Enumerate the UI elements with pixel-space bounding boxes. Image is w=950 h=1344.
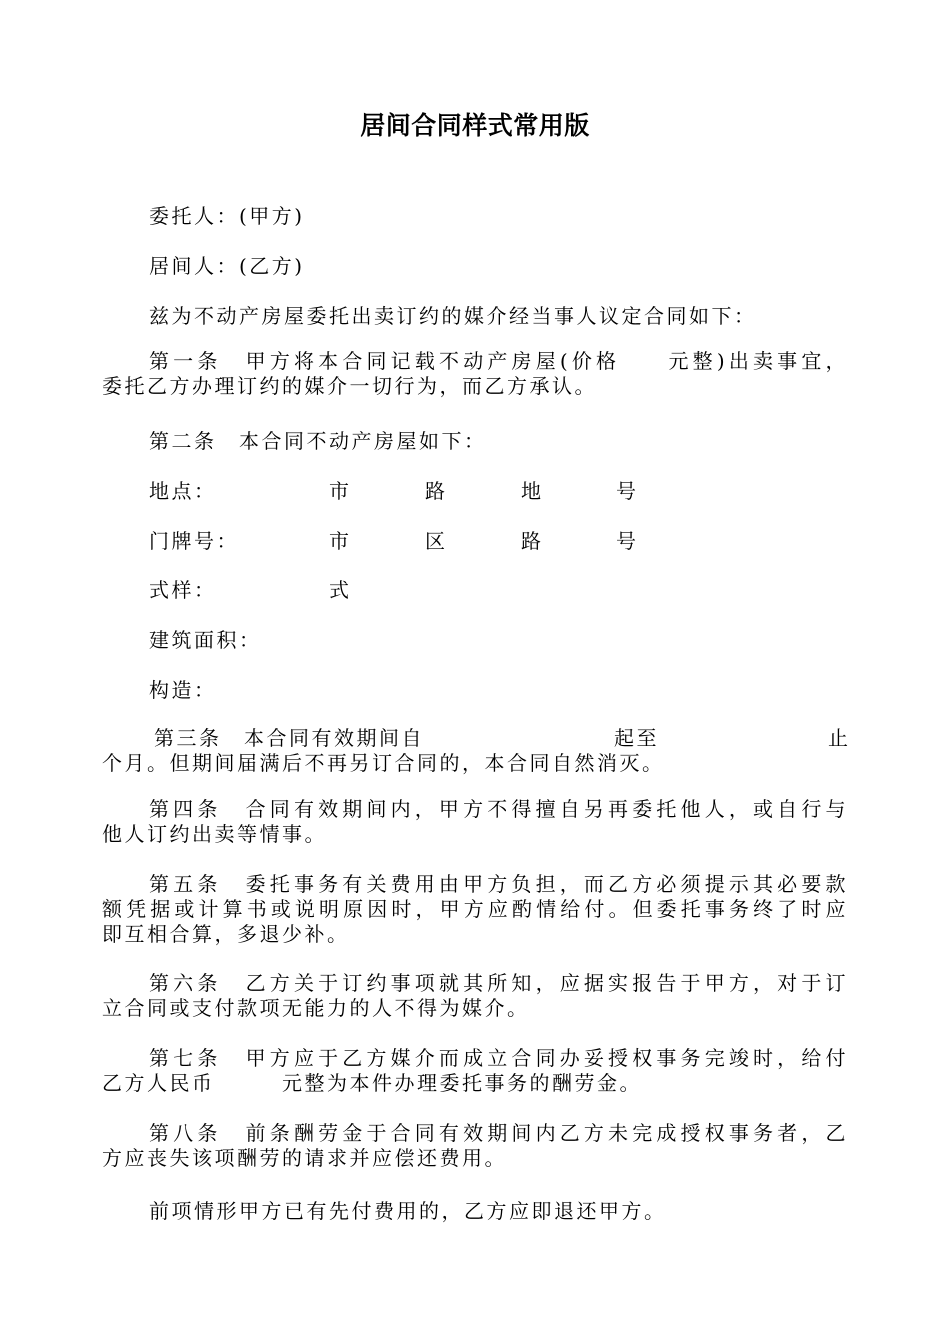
article-7-line-2: 乙方人民币 元整为本件办理委托事务的酬劳金。	[102, 1071, 642, 1095]
doorplate-district: 区	[425, 529, 448, 553]
article-4	[102, 797, 848, 847]
article-5-line-2: 额凭据或计算书或说明原因时，甲方应酌情给付。但委托事务终了时应	[102, 897, 848, 921]
article-7-line-1: 第七条 甲方应于乙方媒介而成立合同办妥授权事务完竣时，给付	[149, 1046, 848, 1070]
article-3-line-2: 个月。但期间届满后不再另订合同的，本合同自然消灭。	[102, 751, 665, 775]
doorplate-city: 市	[329, 529, 352, 553]
article-6-line-2: 立合同或支付款项无能力的人不得为媒介。	[102, 996, 530, 1020]
style-value: 式	[329, 578, 352, 602]
location-road: 路	[425, 479, 448, 503]
article-5-line-3: 即互相合算，多退少补。	[102, 922, 350, 946]
article-3-part-b: 起至	[614, 726, 659, 750]
article-4-line-1: 第四条 合同有效期间内，甲方不得擅自另再委托他人，或自行与	[149, 797, 848, 821]
article-8	[102, 1121, 848, 1171]
article-8-line-2: 方应丧失该项酬劳的请求并应偿还费用。	[102, 1146, 507, 1170]
article-1-line-2: 委托乙方办理订约的媒介一切行为，而乙方承认。	[102, 374, 597, 398]
document-title: 居间合同样式常用版	[360, 111, 590, 140]
doorplate-number: 号	[616, 529, 639, 553]
location-label: 地点：	[149, 479, 217, 503]
location-city: 市	[329, 479, 352, 503]
closing-line: 前项情形甲方已有先付费用的，乙方应即退还甲方。	[149, 1199, 667, 1223]
intro-line: 兹为不动产房屋委托出卖订约的媒介经当事人议定合同如下：	[149, 304, 757, 328]
article-6-line-1: 第六条 乙方关于订约事项就其所知，应据实报告于甲方，对于订	[149, 971, 848, 995]
client-line: 委托人：(甲方)	[149, 204, 305, 228]
article-3-part-a: 第三条 本合同有效期间自	[154, 726, 424, 750]
article-5	[102, 872, 848, 947]
article-1-line-1: 第一条 甲方将本合同记载不动产房屋(价格 元整)出卖事宜，	[149, 349, 848, 373]
area-label: 建筑面积：	[149, 628, 262, 652]
style-label: 式样：	[149, 578, 217, 602]
doorplate-road: 路	[521, 529, 544, 553]
article-7	[102, 1046, 848, 1096]
article-3-part-c: 止	[828, 726, 851, 750]
doorplate-label: 门牌号：	[149, 529, 239, 553]
broker-line: 居间人：(乙方)	[149, 254, 305, 278]
location-number: 号	[616, 479, 639, 503]
article-6	[102, 971, 848, 1021]
article-8-line-1: 第八条 前条酬劳金于合同有效期间内乙方未完成授权事务者，乙	[149, 1121, 848, 1145]
article-5-line-1: 第五条 委托事务有关费用由甲方负担，而乙方必须提示其必要款	[149, 872, 848, 896]
location-land: 地	[521, 479, 544, 503]
article-2: 第二条 本合同不动产房屋如下：	[149, 429, 487, 453]
structure-label: 构造：	[149, 678, 217, 702]
article-4-line-2: 他人订约出卖等情事。	[102, 822, 327, 846]
article-1	[102, 349, 848, 399]
